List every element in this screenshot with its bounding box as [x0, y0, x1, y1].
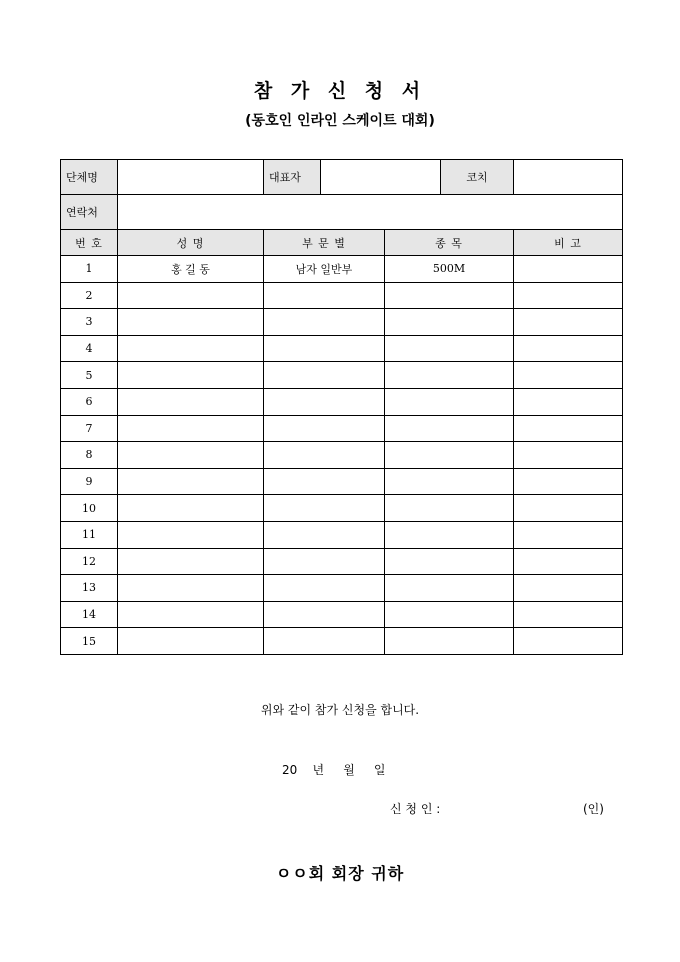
- row-number: 11: [61, 521, 118, 548]
- table-row: [61, 442, 623, 469]
- row-division-cell[interactable]: [264, 309, 385, 336]
- column-header-division: 부 문 별: [264, 230, 385, 256]
- row-name-cell[interactable]: [118, 628, 264, 655]
- row-event-cell[interactable]: [385, 521, 514, 548]
- row-division-cell[interactable]: [264, 335, 385, 362]
- row-division-cell[interactable]: 남자 일반부: [264, 256, 385, 283]
- row-number: 3: [61, 309, 118, 336]
- row-division-cell[interactable]: [264, 495, 385, 522]
- row-event-cell[interactable]: [385, 548, 514, 575]
- row-number: 6: [61, 388, 118, 415]
- applicant-label: 신 청 인 :: [390, 802, 441, 816]
- row-note-cell[interactable]: [514, 495, 623, 522]
- row-name-cell[interactable]: [118, 468, 264, 495]
- row-division-cell[interactable]: [264, 575, 385, 602]
- representative-label: 대표자: [264, 160, 321, 195]
- coach-field[interactable]: [514, 160, 623, 195]
- coach-label: 코치: [441, 160, 514, 195]
- column-header-name: 성 명: [118, 230, 264, 256]
- row-event-cell[interactable]: [385, 415, 514, 442]
- row-event-cell[interactable]: [385, 282, 514, 309]
- row-event-cell[interactable]: [385, 362, 514, 389]
- row-number: 13: [61, 575, 118, 602]
- row-name-cell[interactable]: [118, 388, 264, 415]
- row-number: 8: [61, 442, 118, 469]
- row-note-cell[interactable]: [514, 362, 623, 389]
- row-number: 9: [61, 468, 118, 495]
- row-event-cell[interactable]: [385, 388, 514, 415]
- seal-label: (인): [583, 802, 604, 816]
- row-note-cell[interactable]: [514, 601, 623, 628]
- row-event-cell[interactable]: [385, 335, 514, 362]
- document-title: 참 가 신 청 서: [253, 80, 427, 102]
- document-subtitle: (동호인 인라인 스케이트 대회): [245, 113, 435, 129]
- row-division-cell[interactable]: [264, 415, 385, 442]
- row-event-cell[interactable]: [385, 442, 514, 469]
- column-header-note: 비 고: [514, 230, 623, 256]
- contact-label: 연락처: [61, 195, 118, 230]
- column-header-row: [61, 230, 623, 256]
- table-row: [61, 601, 623, 628]
- table-row: [61, 521, 623, 548]
- column-header-event: 종 목: [385, 230, 514, 256]
- table-row: [61, 309, 623, 336]
- row-name-cell[interactable]: [118, 335, 264, 362]
- row-note-cell[interactable]: [514, 521, 623, 548]
- row-event-cell[interactable]: 500M: [385, 256, 514, 283]
- row-number: 1: [61, 256, 118, 283]
- row-note-cell[interactable]: [514, 468, 623, 495]
- row-note-cell[interactable]: [514, 256, 623, 283]
- date-line: 20 년 월 일: [282, 763, 386, 777]
- row-number: 10: [61, 495, 118, 522]
- statement-text: 위와 같이 참가 신청을 합니다.: [260, 703, 420, 717]
- table-row: [61, 495, 623, 522]
- row-number: 4: [61, 335, 118, 362]
- row-name-cell[interactable]: [118, 521, 264, 548]
- row-name-cell[interactable]: [118, 282, 264, 309]
- row-note-cell[interactable]: [514, 388, 623, 415]
- row-event-cell[interactable]: [385, 309, 514, 336]
- row-name-cell[interactable]: [118, 548, 264, 575]
- row-note-cell[interactable]: [514, 442, 623, 469]
- row-division-cell[interactable]: [264, 388, 385, 415]
- row-division-cell[interactable]: [264, 442, 385, 469]
- contact-row: [61, 195, 623, 230]
- row-name-cell[interactable]: [118, 495, 264, 522]
- row-number: 2: [61, 282, 118, 309]
- row-number: 12: [61, 548, 118, 575]
- row-name-cell[interactable]: [118, 442, 264, 469]
- table-row: [61, 388, 623, 415]
- row-event-cell[interactable]: [385, 495, 514, 522]
- application-table: [60, 159, 623, 655]
- column-header-number: 번 호: [61, 230, 118, 256]
- row-note-cell[interactable]: [514, 415, 623, 442]
- row-division-cell[interactable]: [264, 282, 385, 309]
- table-row: [61, 628, 623, 655]
- row-name-cell[interactable]: 홍 길 동: [118, 256, 264, 283]
- table-row: [61, 256, 623, 283]
- table-row: [61, 282, 623, 309]
- row-name-cell[interactable]: [118, 362, 264, 389]
- addressee: ㅇㅇ회 회장 귀하: [275, 864, 405, 883]
- team-label: 단체명: [61, 160, 118, 195]
- row-number: 7: [61, 415, 118, 442]
- table-row: [61, 362, 623, 389]
- row-note-cell[interactable]: [514, 282, 623, 309]
- row-number: 14: [61, 601, 118, 628]
- row-event-cell[interactable]: [385, 468, 514, 495]
- row-number: 5: [61, 362, 118, 389]
- row-name-cell[interactable]: [118, 415, 264, 442]
- row-name-cell[interactable]: [118, 309, 264, 336]
- row-name-cell[interactable]: [118, 601, 264, 628]
- row-event-cell[interactable]: [385, 628, 514, 655]
- table-row: [61, 548, 623, 575]
- row-division-cell[interactable]: [264, 521, 385, 548]
- row-event-cell[interactable]: [385, 575, 514, 602]
- table-row: [61, 335, 623, 362]
- row-division-cell[interactable]: [264, 601, 385, 628]
- row-note-cell[interactable]: [514, 548, 623, 575]
- row-name-cell[interactable]: [118, 575, 264, 602]
- table-row: [61, 575, 623, 602]
- row-number: 15: [61, 628, 118, 655]
- row-division-cell[interactable]: [264, 548, 385, 575]
- team-field[interactable]: [118, 160, 264, 195]
- row-note-cell[interactable]: [514, 309, 623, 336]
- contact-field[interactable]: [118, 195, 623, 230]
- row-division-cell[interactable]: [264, 628, 385, 655]
- row-note-cell[interactable]: [514, 335, 623, 362]
- row-note-cell[interactable]: [514, 575, 623, 602]
- row-event-cell[interactable]: [385, 601, 514, 628]
- row-division-cell[interactable]: [264, 468, 385, 495]
- team-row: [61, 160, 623, 195]
- row-division-cell[interactable]: [264, 362, 385, 389]
- table-row: [61, 415, 623, 442]
- row-note-cell[interactable]: [514, 628, 623, 655]
- representative-field[interactable]: [321, 160, 441, 195]
- table-row: [61, 468, 623, 495]
